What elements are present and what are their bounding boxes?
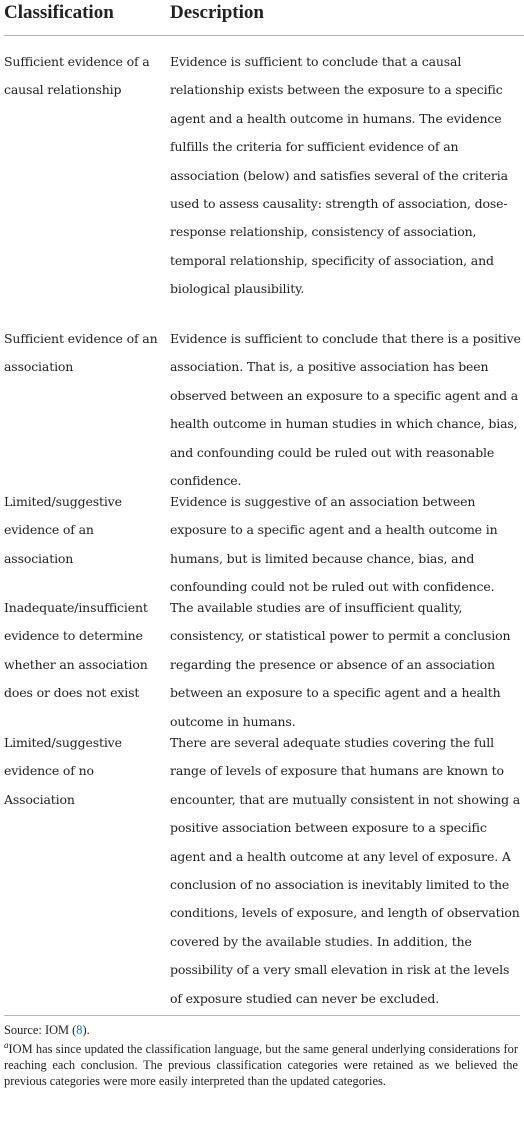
table-bottom-rule: [4, 1015, 520, 1016]
header-classification: Classification: [4, 2, 114, 23]
description-cell: There are several adequate studies covering the full range of levels of exposure that humans are known to encounter, that are mutually consistent in not showing a positive association between exposure to a specific agent and a health outcome at any level of exposure. A conclusion of no association is inevitably limited to the conditions, levels of exposure, and length of observation covered by the available studies. In addition, the possibility of a very small elevation in risk at the levels of exposure studied can never be excluded.: [170, 735, 521, 1006]
reference-link[interactable]: 8: [76, 1023, 83, 1037]
classification-cell: Sufficient evidence of a causal relationship: [4, 54, 150, 98]
footnote-marker: a: [4, 1039, 9, 1050]
description-cell: The available studies are of insufficient quality, consistency, or statistical power to permit a conclusion regarding the presence or absence of an association between an exposure to a specific agent and a health outcome in humans.: [170, 600, 511, 729]
description-cell: Evidence is sufficient to conclude that there is a positive association. That is, a positive association has been observed between an exposure to a specific agent and a health outcome in human studies in which chance, bias, and confounding could be ruled out with reasonable confidence.: [170, 331, 521, 489]
classification-cell: Limited/suggestive evidence of no Association: [4, 735, 122, 807]
header-description: Description: [170, 2, 264, 23]
table-body: [4, 36, 524, 1019]
description-cell: Evidence is sufficient to conclude that a causal relationship exists between the exposure to a specific agent and a health outcome in humans. The evidence fulfills the criteria for sufficient evidence of an association (below) and satisfies several of the criteria used to assess causality: strength of association, dose-response relationship, consistency of association, temporal relationship, specificity of association, and biological plausibility.: [170, 54, 508, 297]
table-header: [4, 0, 524, 36]
footnote-a: [4, 1041, 518, 1089]
table-footnotes: [4, 1022, 518, 1089]
footnote-text: IOM has since updated the classification language, but the same general underlying considerations for reaching each conclusion. The previous classification categories were retained as we believed the previous categories were more easily interpreted than the updated categories.: [4, 1042, 518, 1088]
classification-cell: Sufficient evidence of an association: [4, 331, 158, 375]
source-suffix: ).: [82, 1023, 90, 1037]
table-row: [4, 55, 524, 332]
source-note: [4, 1022, 518, 1038]
classification-cell: Inadequate/insufficient evidence to determine whether an association does or does not exist: [4, 600, 148, 701]
table-row: [4, 601, 524, 736]
table-row: [4, 332, 524, 495]
table-row: [4, 736, 524, 1019]
classification-cell: Limited/suggestive evidence of an association: [4, 494, 122, 566]
source-prefix: Source: IOM (: [4, 1023, 77, 1037]
description-cell: Evidence is suggestive of an association between exposure to a specific agent and a health outcome in humans, but is limited because chance, bias, and confounding could not be ruled out with confidence.: [170, 494, 498, 595]
table-row: [4, 495, 524, 601]
